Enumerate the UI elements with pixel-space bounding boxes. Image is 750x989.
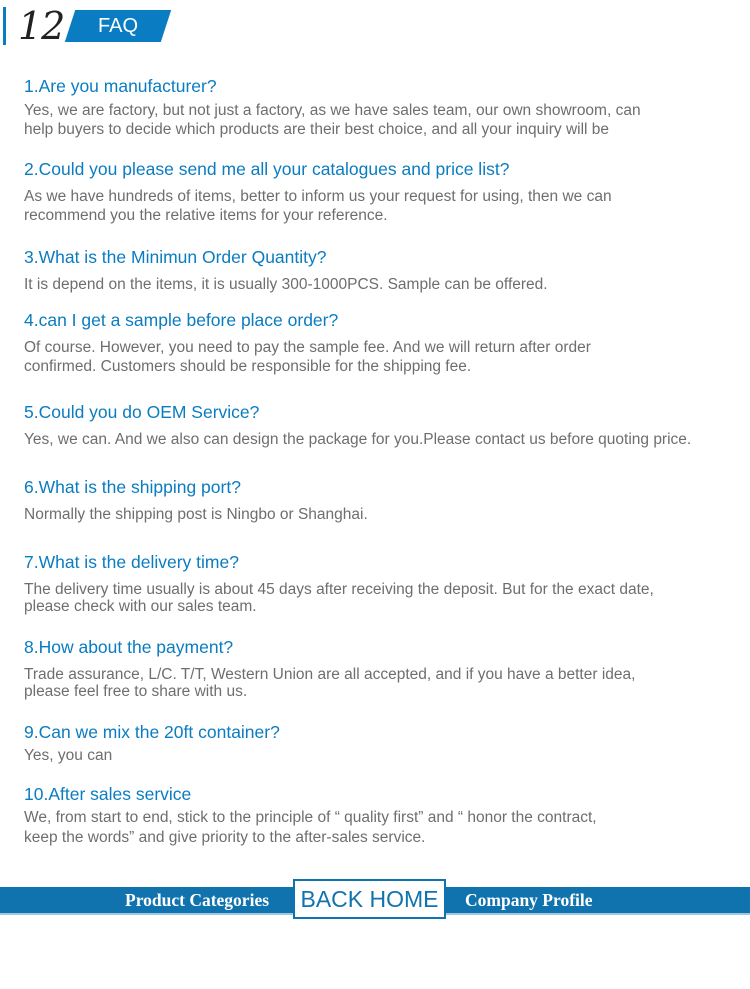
back-home-button[interactable]: BACK HOME [293, 879, 446, 919]
faq-question-2: 2.Could you please send me all your catalogues and price list? [24, 159, 510, 179]
answer-line: The delivery time usually is about 45 days after receiving the deposit. But for the exact date, [24, 581, 654, 598]
product-categories-link[interactable]: Product Categories [125, 890, 270, 910]
faq-answer-10 [24, 808, 724, 847]
answer-line: please check with our sales team. [24, 598, 257, 615]
company-profile-link[interactable]: Company Profile [465, 890, 593, 910]
footer-nav [0, 887, 750, 915]
faq-answer-7 [24, 580, 724, 616]
section-number: 12 [18, 4, 65, 48]
faq-title: FAQ [97, 15, 138, 37]
section-header [0, 0, 750, 50]
faq-question-4: 4.can I get a sample before place order? [24, 310, 339, 330]
faq-question-9: 9.Can we mix the 20ft container? [24, 722, 280, 742]
answer-line: Normally the shipping post is Ningbo or Shanghai. [24, 506, 368, 523]
answer-line: As we have hundreds of items, better to inform us your request for using, then we can [24, 188, 612, 205]
faq-answer-5 [24, 430, 724, 449]
faq-question-6: 6.What is the shipping port? [24, 477, 241, 497]
faq-question-3: 3.What is the Minimun Order Quantity? [24, 247, 327, 267]
faq-answer-1 [24, 101, 724, 139]
answer-line: Yes, we are factory, but not just a factory, as we have sales team, our own showroom, can [24, 102, 641, 119]
answer-line: keep the words” and give priority to the after-sales service. [24, 829, 426, 846]
answer-line: Trade assurance, L/C. T/T, Western Union are all accepted, and if you have a better idea, [24, 666, 636, 683]
faq-answer-2 [24, 187, 724, 225]
faq-question-10: 10.After sales service [24, 784, 192, 804]
answer-line: We, from start to end, stick to the principle of “ quality first” and “ honor the contract, [24, 809, 597, 826]
faq-question-8: 8.How about the payment? [24, 637, 234, 657]
answer-line: help buyers to decide which products are their best choice, and all your inquiry will be [24, 121, 610, 138]
faq-answer-6 [24, 505, 724, 524]
answer-line: confirmed. Customers should be responsible for the shipping fee. [24, 358, 472, 375]
faq-question-1: 1.Are you manufacturer? [24, 76, 217, 96]
faq-question-7: 7.What is the delivery time? [24, 552, 239, 572]
answer-line: Of course. However, you need to pay the sample fee. And we will return after order [24, 339, 591, 356]
answer-line: Yes, we can. And we also can design the package for you.Please contact us before quoting price. [24, 431, 692, 448]
header-accent-bar [3, 7, 6, 45]
answer-line: It is depend on the items, it is usually 300-1000PCS. Sample can be offered. [24, 276, 548, 293]
answer-line: Yes, you can [24, 747, 113, 764]
faq-answer-8 [24, 665, 724, 701]
faq-badge [65, 10, 171, 42]
faq-answer-9 [24, 746, 724, 765]
answer-line: recommend you the relative items for your reference. [24, 207, 388, 224]
faq-answer-3 [24, 275, 724, 294]
answer-line: please feel free to share with us. [24, 683, 248, 700]
faq-question-5: 5.Could you do OEM Service? [24, 402, 260, 422]
faq-answer-4 [24, 338, 724, 376]
